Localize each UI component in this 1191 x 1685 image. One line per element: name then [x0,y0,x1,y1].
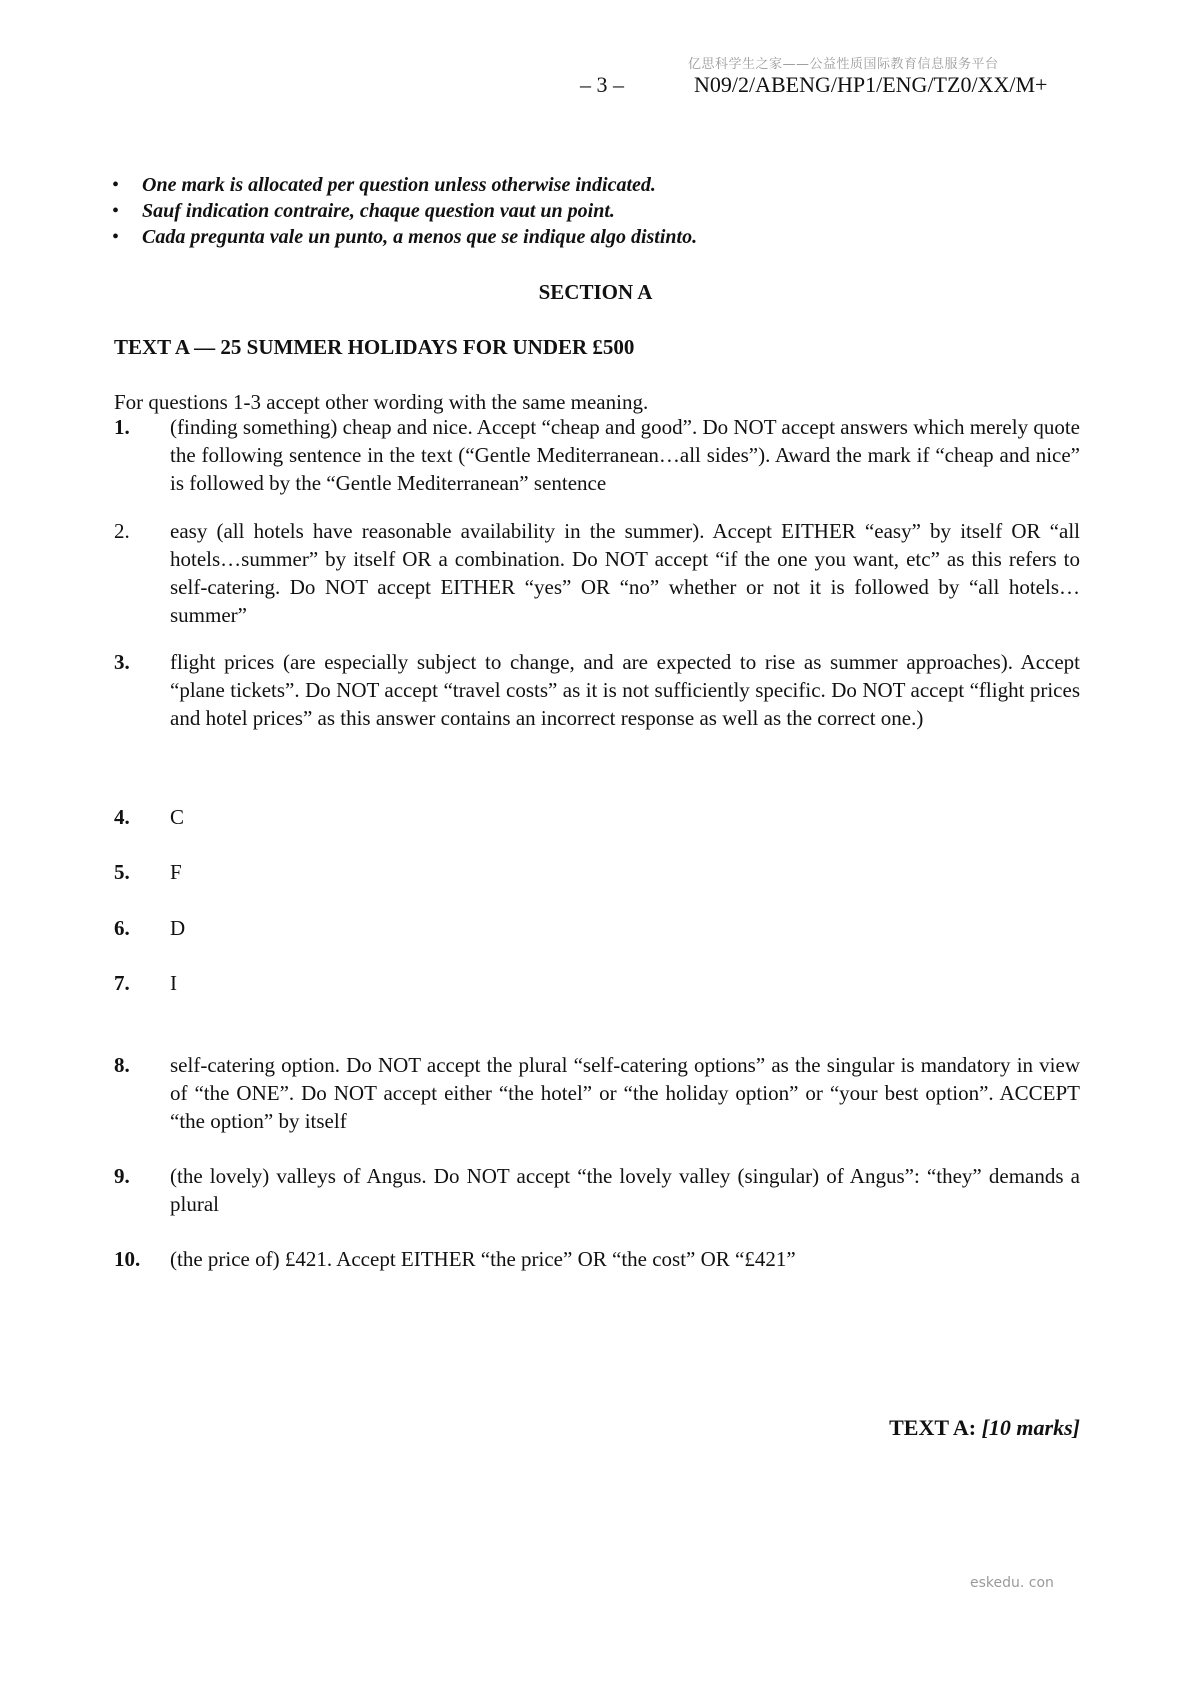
answer-text: C [170,805,185,829]
answer-item [114,914,1080,942]
answer-item [114,517,1080,629]
answer-number: 7. [114,971,130,995]
answer-text: (finding something) cheap and nice. Accept “cheap and good”. Do NOT accept answers which merely quote the following sentence in the text (“Gentle Mediterranean…all sides”). Award the mark if “cheap and nice” is followed by the “Gentle Mediterranean” sentence [170,415,1080,495]
answer-text: D [170,916,186,940]
instruction-text: One mark is allocated per question unless otherwise indicated. [142,174,656,196]
total-marks: [10 marks] [981,1415,1080,1440]
instruction-text: Cada pregunta vale un punto, a menos que se indique algo distinto. [142,226,698,248]
bullet-icon: • [112,200,120,222]
answer-text: (the lovely) valleys of Angus. Do NOT accept “the lovely valley (singular) of Angus”: “they” demands a plural [170,1164,1080,1216]
answer-item [114,858,1080,886]
answer-number: 1. [114,415,130,439]
answer-text: F [170,860,182,884]
answer-text: (the price of) £421. Accept EITHER “the price” OR “the cost” OR “£421” [170,1247,796,1271]
instruction-text: Sauf indication contraire, chaque question vaut un point. [142,200,615,222]
instructions-list [112,172,1092,250]
bullet-icon: • [112,174,120,196]
answer-number: 9. [114,1164,130,1188]
intro-note: For questions 1-3 accept other wording with the same meaning. [114,390,649,414]
instruction-item [112,198,1092,224]
answer-text: self-catering option. Do NOT accept the plural “self-catering options” as the singular is mandatory in view of “the ONE”. Do NOT accept either “the hotel” or “the holiday option” or “your best option”. ACCEPT “the option” by itself [170,1053,1080,1133]
answer-text: I [170,971,177,995]
bullet-icon: • [112,226,120,248]
watermark-top: 亿思科学生之家——公益性质国际教育信息服务平台 [688,57,999,72]
answer-item [114,413,1080,497]
section-title: SECTION A [538,280,653,304]
answer-item [114,1162,1080,1218]
watermark-bottom: eskedu. con [970,1575,1054,1591]
answer-item [114,969,1080,997]
section-total [889,1415,1080,1441]
instruction-item [112,224,1092,250]
answer-number: 6. [114,916,130,940]
answer-text: flight prices (are especially subject to change, and are expected to rise as summer approaches). Accept “plane tickets”. Do NOT accept “travel costs” as it is not sufficiently specific. Do NOT accept “flight prices and hotel prices” as this answer contains an incorrect response as well as the correct one.) [170,650,1080,730]
answer-number: 2. [114,519,130,543]
answer-number: 10. [114,1247,141,1271]
document-code: N09/2/ABENG/HP1/ENG/TZ0/XX/M+ [694,72,1048,97]
answer-text: easy (all hotels have reasonable availability in the summer). Accept EITHER “easy” by itself OR “all hotels…summer” by itself OR a combination. Do NOT accept “if the one you want, etc” as this refers to self-catering. Do NOT accept EITHER “yes” OR “no” whether or not it is followed by “all hotels…summer” [170,519,1080,627]
answer-item [114,803,1080,831]
answer-item [114,1051,1080,1135]
answer-item [114,1245,1080,1273]
instruction-item [112,172,1092,198]
answer-number: 5. [114,860,130,884]
answer-number: 4. [114,805,130,829]
answer-number: 8. [114,1053,130,1077]
total-label: TEXT A: [889,1415,977,1440]
text-title: TEXT A — 25 SUMMER HOLIDAYS FOR UNDER £500 [114,335,635,359]
answer-number: 3. [114,650,130,674]
answer-item [114,648,1080,732]
page-number: – 3 – [580,72,624,97]
